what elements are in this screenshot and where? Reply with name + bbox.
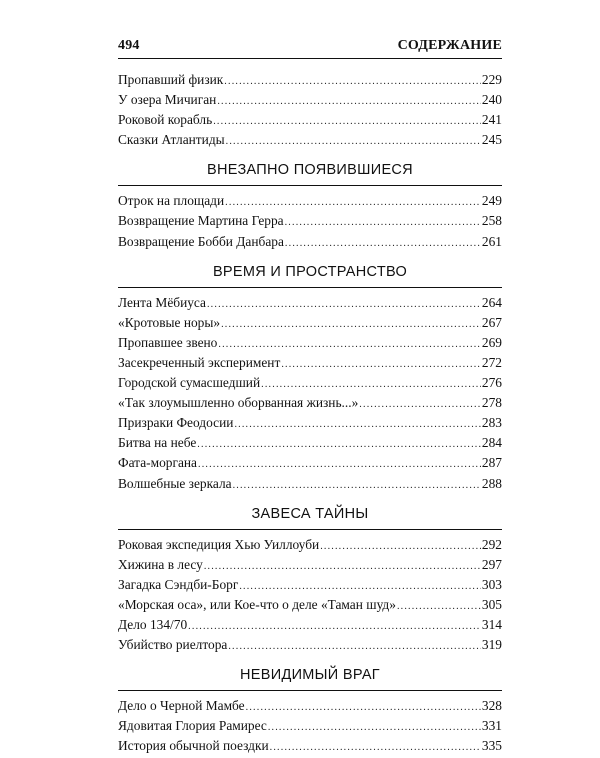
toc-entry [118,575,502,595]
toc-entry-page: 303 [481,576,502,592]
section-heading: ВРЕМЯ И ПРОСТРАНСТВО [212,263,408,280]
toc-entry-title: Фата-моргана [118,455,198,471]
toc-entry-page: 297 [481,556,502,572]
toc-entry-title: Битва на небе [118,435,197,451]
running-header [118,38,502,54]
toc-entry-title: Городской сумасшедший [118,375,261,391]
toc-entry-page: 258 [481,213,502,229]
section-rule [118,690,502,691]
header-rule [118,58,502,59]
toc-entry-page: 240 [481,92,502,108]
toc-entry-title: Засекреченный эксперимент [118,354,281,370]
toc-entry [118,333,502,353]
toc-entry [118,211,502,231]
toc-entry-title: Пропавший физик [118,72,224,87]
dot-leader [207,295,481,315]
dot-leader [213,112,481,132]
toc-entry-title: «Так злоумышленно оборванная жизнь...» [118,395,359,411]
running-title: СОДЕРЖАНИЕ [397,38,502,53]
toc-entry [118,191,502,211]
toc-entry-title: Призраки Феодосии [118,415,234,431]
toc-entry [118,716,502,736]
toc-entry-title: Загадка Сэндби-Борг [118,576,239,592]
toc-entry [118,353,502,373]
toc-entry-page: 229 [481,72,502,87]
toc-entry-page: 264 [481,294,502,310]
toc-entry-title: Пропавшее звено [118,334,218,350]
toc-entry-page: 267 [481,314,502,330]
toc-entry-page: 278 [481,395,502,411]
toc-entry [118,413,502,433]
toc-entry [118,555,502,575]
toc-entry-title: Сказки Атлантиды [118,132,225,148]
dot-leader [188,617,481,637]
toc-entry-page: 269 [481,334,502,350]
toc-entry-title: История обычной поездки [118,738,269,754]
page-number: 494 [118,38,140,53]
toc-entry-page: 314 [481,616,502,632]
section-rule [118,185,502,186]
toc-entry-title: Возвращение Бобби Данбара [118,233,284,249]
dot-leader [359,395,481,415]
dot-leader [234,415,480,435]
toc-entry [118,70,502,90]
toc-entry-title: Роковой корабль [118,112,213,128]
toc-entry-page: 284 [481,435,502,451]
toc-entry [118,393,502,413]
toc-entry-title: «Морская оса», или Кое-что о деле «Таман шуд» [118,596,396,612]
toc-entry [118,453,502,473]
toc-entry [118,293,502,313]
dot-leader [204,557,481,577]
toc-entry-title: Отрок на площади [118,193,225,209]
toc-entry-page: 249 [481,193,502,209]
dot-leader [226,132,481,152]
toc-entry [118,535,502,555]
toc-entry [118,696,502,716]
dot-leader [198,455,481,475]
dot-leader [285,213,481,233]
dot-leader [397,597,481,617]
section-heading: ВНЕЗАПНО ПОЯВИВШИЕСЯ [207,162,413,179]
dot-leader [228,637,481,657]
toc-entry [118,595,502,615]
toc-entry-page: 272 [481,354,502,370]
toc-entry-title: Хижина в лесу [118,556,203,572]
dot-leader [224,72,481,92]
dot-leader [197,435,481,455]
toc-entry-page: 287 [481,455,502,471]
toc-entry [118,474,502,494]
section-rule [118,287,502,288]
dot-leader [225,193,481,213]
dot-leader [221,315,481,335]
toc-entry-title: Лента Мёбиуса [118,294,206,310]
toc-entry-page: 292 [481,536,502,552]
table-of-contents [118,70,502,756]
toc-entry [118,615,502,635]
toc-entry-page: 283 [481,415,502,431]
dot-leader [270,738,481,758]
toc-entry-page: 335 [481,738,502,754]
toc-entry [118,130,502,150]
toc-entry [118,313,502,333]
toc-entry-title: У озера Мичиган [118,92,217,108]
dot-leader [217,92,481,112]
toc-entry-page: 319 [481,637,502,653]
toc-entry-page: 328 [481,698,502,714]
section-heading: НЕВИДИМЫЙ ВРАГ [240,667,380,684]
toc-entry-page: 241 [481,112,502,128]
toc-entry-page: 245 [481,132,502,148]
dot-leader [281,355,481,375]
dot-leader [218,335,481,355]
toc-entry-title: Убийство риелтора [118,637,228,653]
dot-leader [233,476,481,496]
toc-entry-title: Дело о Черной Мамбе [118,698,245,714]
toc-entry-title: Роковая экспедиция Хью Уиллоуби [118,536,320,552]
section-rule [118,529,502,530]
toc-entry [118,110,502,130]
dot-leader [268,718,481,738]
toc-entry-title: Дело 134/70 [118,616,188,632]
toc-entry [118,736,502,756]
toc-entry-title: «Кротовые норы» [118,314,221,330]
toc-entry-title: Волшебные зеркала [118,475,232,491]
dot-leader [246,698,481,718]
toc-entry-page: 276 [481,375,502,391]
toc-entry [118,433,502,453]
toc-entry [118,373,502,393]
dot-leader [239,577,481,597]
toc-entry [118,232,502,252]
section-heading: ЗАВЕСА ТАЙНЫ [251,505,369,522]
toc-entry-page: 331 [481,718,502,734]
toc-entry-title: Возвращение Мартина Герра [118,213,284,229]
toc-entry [118,635,502,655]
toc-entry-title: Ядовитая Глория Рамирес [118,718,267,734]
toc-entry [118,90,502,110]
dot-leader [285,234,481,254]
dot-leader [261,375,481,395]
dot-leader [320,537,481,557]
toc-entry-page: 261 [481,233,502,249]
toc-entry-page: 305 [481,596,502,612]
toc-entry-page: 288 [481,475,502,491]
